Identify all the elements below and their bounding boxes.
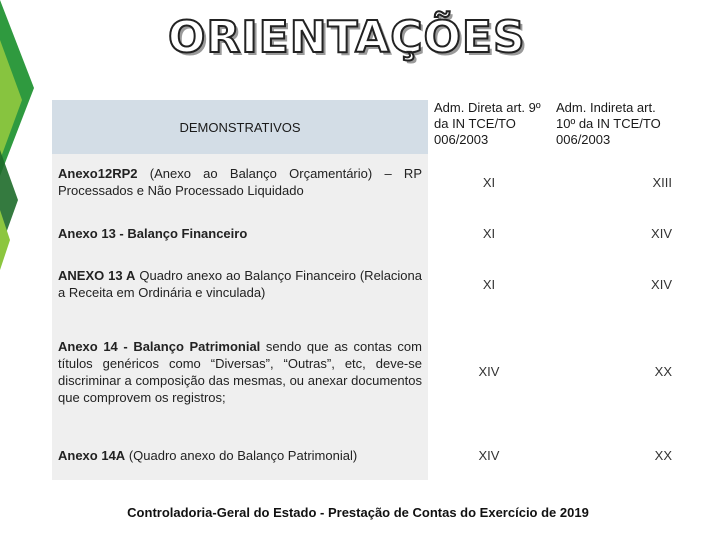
footer-caption: Controladoria-Geral do Estado - Prestação de Contas do Exercício de 2019 bbox=[127, 505, 589, 520]
row-adm-direta-value: XIV bbox=[428, 432, 550, 480]
row-adm-indireta-value: XX bbox=[550, 432, 678, 480]
row-adm-indireta-value: XX bbox=[550, 312, 678, 432]
table-row bbox=[52, 312, 678, 432]
row-adm-direta-value: XI bbox=[428, 257, 550, 312]
decorative-arrow bbox=[0, 40, 22, 160]
table-row bbox=[52, 211, 678, 257]
row-adm-direta-value: XIV bbox=[428, 312, 550, 432]
row-adm-indireta-value: XIII bbox=[550, 154, 678, 211]
header-adm-indireta: Adm. Indireta art. 10º da IN TCE/TO 006/2003 bbox=[550, 100, 678, 154]
table-row bbox=[52, 257, 678, 312]
demonstrativos-table bbox=[52, 100, 678, 480]
row-adm-indireta-value: XIV bbox=[550, 211, 678, 257]
table-row bbox=[52, 432, 678, 480]
row-adm-indireta-value: XIV bbox=[550, 257, 678, 312]
row-description: ANEXO 13 A Quadro anexo ao Balanço Financeiro (Relaciona a Receita em Ordinária e vinculada) bbox=[52, 257, 428, 312]
page-title: ORIENTAÇÕES bbox=[168, 12, 526, 63]
table-header-row bbox=[52, 100, 678, 154]
row-description: Anexo12RP2 (Anexo ao Balanço Orçamentário) – RP Processados e Não Processado Liquidado bbox=[52, 154, 428, 211]
decorative-arrow bbox=[0, 210, 10, 270]
row-description: Anexo 13 - Balanço Financeiro bbox=[52, 211, 428, 257]
header-adm-direta: Adm. Direta art. 9º da IN TCE/TO 006/2003 bbox=[428, 100, 550, 154]
header-demonstrativos: DEMONSTRATIVOS bbox=[52, 100, 428, 154]
row-adm-direta-value: XI bbox=[428, 211, 550, 257]
row-description: Anexo 14 - Balanço Patrimonial sendo que as contas com títulos genéricos como “Diversas”, “Outras”, etc, deve-se discriminar a composição das mesmas, ou anexar documentos que comprovem os registros; bbox=[52, 312, 428, 432]
table-row bbox=[52, 154, 678, 211]
row-adm-direta-value: XI bbox=[428, 154, 550, 211]
row-description: Anexo 14A (Quadro anexo do Balanço Patrimonial) bbox=[52, 432, 428, 480]
